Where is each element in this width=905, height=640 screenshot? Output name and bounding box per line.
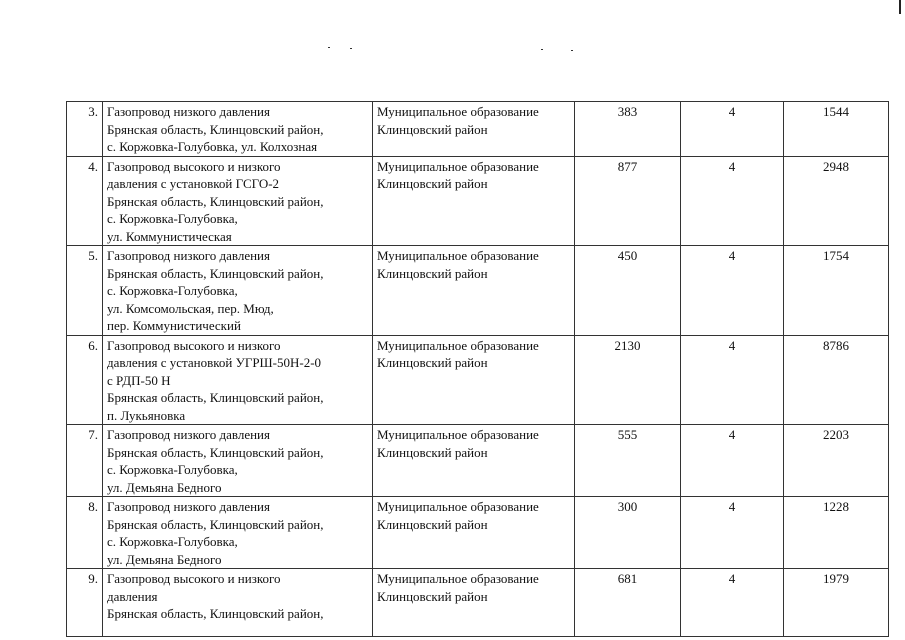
length-cell: 681 xyxy=(575,569,681,637)
column-6-cell: 1979 xyxy=(784,569,889,637)
scan-speck xyxy=(328,47,330,48)
column-5-cell: 4 xyxy=(681,569,784,637)
object-name-line: с. Коржовка-Голубовка, ул. Колхозная xyxy=(107,139,318,154)
column-5-cell: 4 xyxy=(681,335,784,425)
row-number-cell: 7. xyxy=(67,425,103,497)
owner-line: Клинцовский район xyxy=(377,516,488,532)
row-number-cell: 5. xyxy=(67,246,103,336)
scan-speck xyxy=(541,49,543,50)
object-name-line: с. Коржовка-Голубовка, xyxy=(107,211,238,226)
column-6-cell: 2948 xyxy=(784,156,889,246)
table-row xyxy=(67,246,889,336)
object-name-line: давления xyxy=(107,588,158,604)
table-row xyxy=(67,497,889,569)
object-name-line: с. Коржовка-Голубовка, xyxy=(107,283,238,298)
table-row xyxy=(67,569,889,637)
length-cell: 383 xyxy=(575,102,681,157)
table-row xyxy=(67,102,889,157)
table-row xyxy=(67,425,889,497)
object-name-cell xyxy=(103,102,373,157)
object-name-line: давления с установкой ГСГО-2 xyxy=(107,176,280,191)
row-number-cell: 9. xyxy=(67,569,103,637)
owner-line: Муниципальное образование xyxy=(377,427,539,442)
owner-line: Клинцовский район xyxy=(377,355,488,370)
column-6-cell: 1228 xyxy=(784,497,889,569)
length-cell: 877 xyxy=(575,156,681,246)
object-name-line: Газопровод низкого давления xyxy=(107,499,270,514)
object-name-line: Газопровод низкого давления xyxy=(107,104,270,119)
gas-pipeline-registry-table xyxy=(66,101,889,637)
row-number-cell: 6. xyxy=(67,335,103,425)
owner-line: Клинцовский район xyxy=(377,444,488,460)
object-name-cell xyxy=(103,497,373,569)
object-name-line: Газопровод высокого и низкого xyxy=(107,337,281,353)
length-cell: 555 xyxy=(575,425,681,497)
object-name-line: Брянская область, Клинцовский район, xyxy=(107,265,324,281)
length-cell: 2130 xyxy=(575,335,681,425)
row-number-cell: 3. xyxy=(67,102,103,157)
row-number-cell: 4. xyxy=(67,156,103,246)
object-name-cell xyxy=(103,156,373,246)
owner-cell xyxy=(373,569,575,637)
owner-line: Муниципальное образование xyxy=(377,158,539,174)
object-name-line: ул. Коммунистическая xyxy=(107,228,232,244)
object-name-line: п. Лукьяновка xyxy=(107,407,186,423)
column-6-cell: 2203 xyxy=(784,425,889,497)
object-name-line: Газопровод низкого давления xyxy=(107,248,270,263)
column-6-cell: 1544 xyxy=(784,102,889,157)
object-name-cell xyxy=(103,246,373,336)
object-name-line: с РДП-50 Н xyxy=(107,372,171,388)
object-name-line: Брянская область, Клинцовский район, xyxy=(107,193,324,209)
object-name-cell xyxy=(103,425,373,497)
owner-cell xyxy=(373,335,575,425)
column-5-cell: 4 xyxy=(681,497,784,569)
registry-table-body xyxy=(67,102,889,637)
scan-speck xyxy=(350,48,352,49)
object-name-line: давления с установкой УГРШ-50Н-2-0 xyxy=(107,355,322,370)
column-5-cell: 4 xyxy=(681,425,784,497)
object-name-line: ул. Комсомольская, пер. Мюд, xyxy=(107,300,274,316)
object-name-cell xyxy=(103,335,373,425)
owner-line: Муниципальное образование xyxy=(377,248,539,263)
object-name-line: Брянская область, Клинцовский район, xyxy=(107,444,324,460)
object-name-line: с. Коржовка-Голубовка, xyxy=(107,534,238,549)
scan-speck xyxy=(571,50,573,51)
length-cell: 450 xyxy=(575,246,681,336)
column-6-cell: 1754 xyxy=(784,246,889,336)
owner-cell xyxy=(373,246,575,336)
owner-line: Клинцовский район xyxy=(377,265,488,281)
object-name-line: Брянская область, Клинцовский район, xyxy=(107,121,324,137)
owner-line: Клинцовский район xyxy=(377,588,488,604)
owner-line: Клинцовский район xyxy=(377,176,488,191)
owner-cell xyxy=(373,425,575,497)
owner-cell xyxy=(373,156,575,246)
column-5-cell: 4 xyxy=(681,102,784,157)
object-name-cell xyxy=(103,569,373,637)
owner-cell xyxy=(373,102,575,157)
object-name-line: Газопровод низкого давления xyxy=(107,427,270,442)
table-row xyxy=(67,335,889,425)
table-row xyxy=(67,156,889,246)
object-name-line: ул. Демьяна Бедного xyxy=(107,479,222,495)
object-name-line: Брянская область, Клинцовский район, xyxy=(107,606,324,621)
column-5-cell: 4 xyxy=(681,246,784,336)
owner-line: Муниципальное образование xyxy=(377,104,539,119)
column-5-cell: 4 xyxy=(681,156,784,246)
owner-line: Муниципальное образование xyxy=(377,571,539,586)
object-name-line: пер. Коммунистический xyxy=(107,318,241,333)
owner-line: Муниципальное образование xyxy=(377,337,539,353)
owner-line: Муниципальное образование xyxy=(377,499,539,514)
object-name-line: Брянская область, Клинцовский район, xyxy=(107,390,324,405)
object-name-line: Газопровод высокого и низкого xyxy=(107,158,281,174)
object-name-line: с. Коржовка-Голубовка, xyxy=(107,462,238,477)
object-name-line: ул. Демьяна Бедного xyxy=(107,551,222,567)
scan-edge-mark xyxy=(899,0,901,14)
object-name-line: Брянская область, Клинцовский район, xyxy=(107,516,324,532)
object-name-line: Газопровод высокого и низкого xyxy=(107,571,281,586)
row-number-cell: 8. xyxy=(67,497,103,569)
owner-cell xyxy=(373,497,575,569)
column-6-cell: 8786 xyxy=(784,335,889,425)
owner-line: Клинцовский район xyxy=(377,121,488,137)
length-cell: 300 xyxy=(575,497,681,569)
